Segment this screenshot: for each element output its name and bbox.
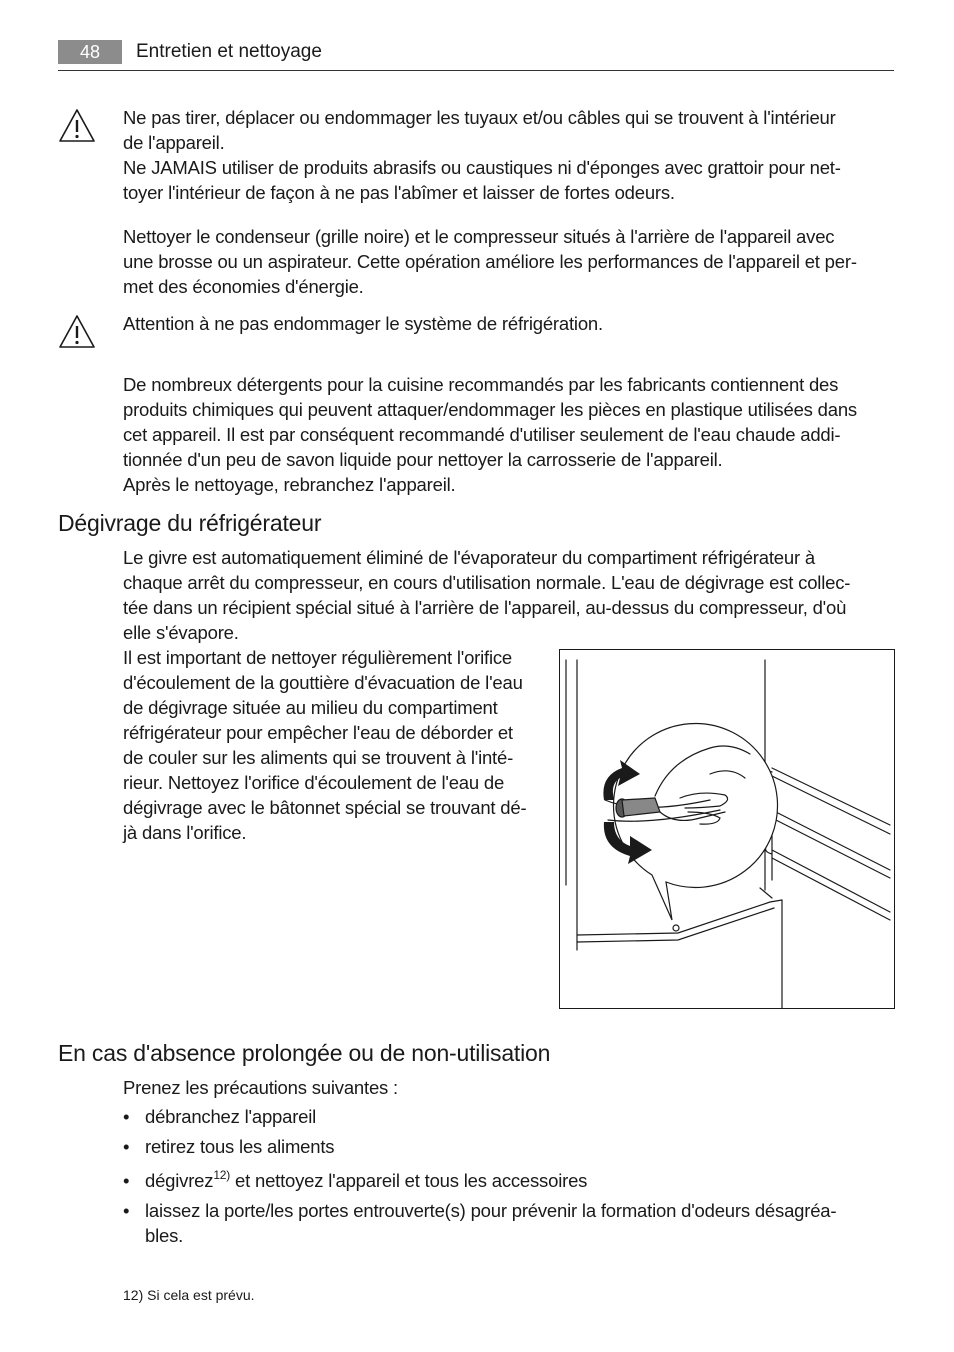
list-item: • débranchez l'appareil: [123, 1106, 317, 1127]
paragraph-precautions: Prenez les précautions suivantes :: [123, 1077, 398, 1098]
page-header: [58, 38, 894, 71]
precautions-list: [123, 1104, 895, 1248]
bullet: •: [123, 1200, 130, 1221]
bullet: •: [123, 1136, 130, 1157]
heading-absence: En cas d'absence prolongée ou de non-utilisation: [58, 1040, 551, 1066]
drain-hole-illustration: [559, 649, 895, 1009]
heading-defrost: Dégivrage du réfrigérateur: [58, 510, 322, 536]
warning-triangle-icon: [58, 108, 96, 144]
warning-paragraph-cables: Ne pas tirer, déplacer ou endommager les tuyaux et/ou câbles qui se trouvent à l'intérieur de l'appareil. Ne JAMAIS utiliser de produits abrasifs ou caustiques ni d'éponges avec grattoir pour net- toyer l'intérieur de façon à ne pas l'abîmer et laisser de fortes odeurs.: [123, 107, 841, 203]
footnote-ref: 12): [213, 1168, 231, 1182]
list-item: • laissez la porte/les portes entrouverte(s) pour prévenir la formation d'odeurs désagréa- bles.: [123, 1200, 837, 1246]
warning-paragraph-refrigeration: Attention à ne pas endommager le système de réfrigération.: [123, 313, 603, 334]
paragraph-drain-hole: Il est important de nettoyer régulièrement l'orifice d'écoulement de la gouttière d'évacuation de l'eau de dégivrage située au milieu du compartiment réfrigérateur pour empêcher l'eau de déborder et de couler sur les aliments qui se trouvent à l'inté- rieur. Nettoyez l'orifice d'écoulement de l'eau de dégivrage avec le bâtonnet spécial se trouvant dé- jà dans l'orifice.: [123, 647, 527, 843]
footnote: 12) Si cela est prévu.: [123, 1287, 255, 1303]
list-item: • dégivrez$^{12)}$ et nettoyez l'appareil et tous les accessoires: [123, 1168, 588, 1191]
section-title: Entretien et nettoyage: [136, 41, 322, 62]
paragraph-defrost-intro: Le givre est automatiquement éliminé de l'évaporateur du compartiment réfrigérateur à chaque arrêt du compresseur, en cours d'utilisation normale. L'eau de dégivrage est collec- tée dans un récipient spécial situé à l'arrière de l'appareil, au-dessus du compresseur, d'où elle s'évapore.: [123, 547, 851, 643]
paragraph-condenser: Nettoyer le condenseur (grille noire) et le compresseur situés à l'arrière de l'appareil avec une brosse ou un aspirateur. Cette opération améliore les performances de l'appareil et per- met des économies d'énergie.: [123, 226, 857, 297]
fridge-interior-drawing: [560, 650, 894, 1008]
page-number: 48: [58, 40, 122, 64]
bullet: •: [123, 1106, 130, 1127]
bullet: •: [123, 1170, 130, 1191]
list-item: • retirez tous les aliments: [123, 1136, 335, 1157]
warning-triangle-icon: [58, 314, 96, 350]
paragraph-detergents: De nombreux détergents pour la cuisine recommandés par les fabricants contiennent des produits chimiques qui peuvent attaquer/endommager les pièces en plastique utilisées dans cet appareil. Il est par conséquent recommandé d'utiliser seulement de l'eau chaude addi- tionnée d'un peu de savon liquide pour nettoyer la carrosserie de l'appareil. Après le nettoyage, rebranchez l'appareil.: [123, 374, 857, 495]
